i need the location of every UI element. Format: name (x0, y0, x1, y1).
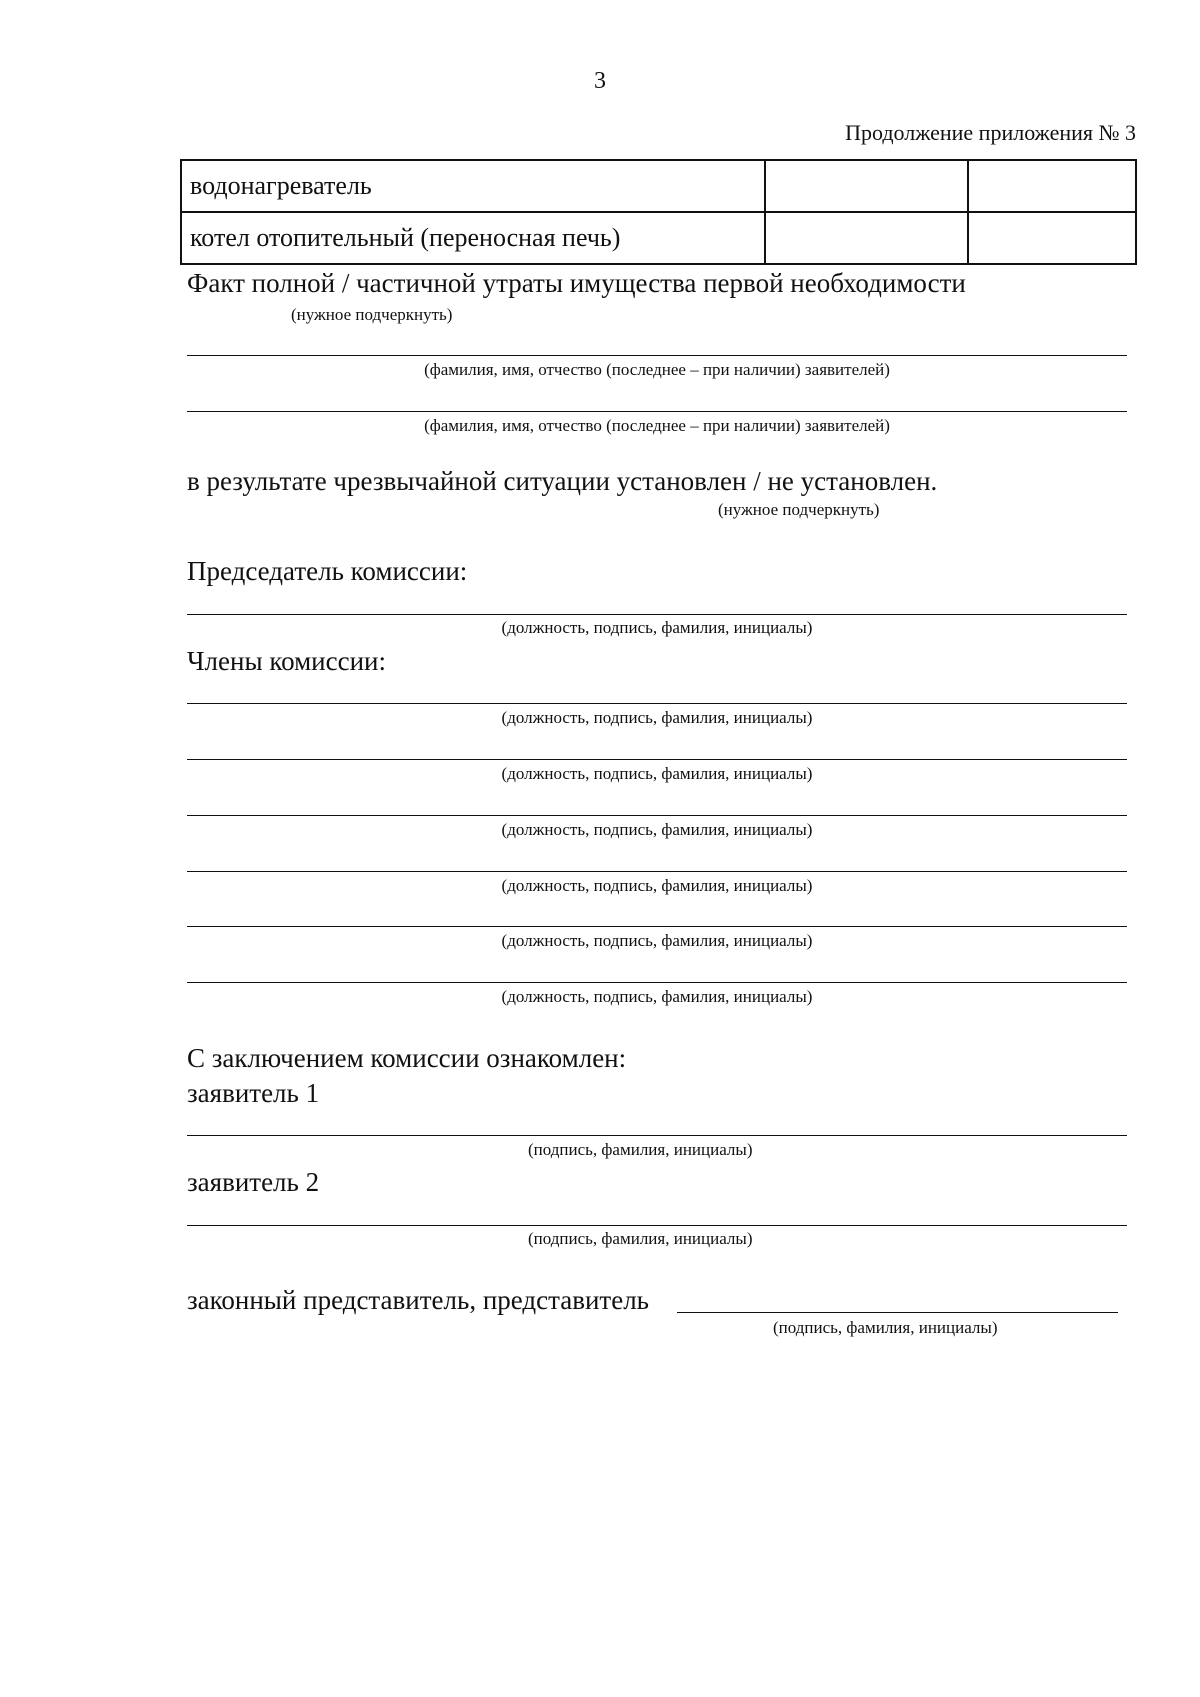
loss-fact-statement: Факт полной / частичной утраты имущества первой необходимости (187, 268, 966, 298)
representative-signature-hint: (подпись, фамилия, инициалы) (773, 1318, 998, 1337)
members-label: Члены комиссии: (187, 646, 386, 676)
applicant-name-line-2[interactable] (187, 411, 1127, 412)
member-signature-hint: (должность, подпись, фамилия, инициалы) (501, 764, 813, 783)
member-signature-hint: (должность, подпись, фамилия, инициалы) (501, 931, 813, 950)
applicant-1-label: заявитель 1 (187, 1078, 320, 1108)
applicant-2-signature-line[interactable] (187, 1225, 1127, 1226)
table-cell-label: котел отопительный (переносная печь) (181, 212, 765, 264)
table-cell-label: водонагреватель (181, 160, 765, 212)
member-signature-line[interactable] (187, 815, 1127, 816)
chair-signature-hint: (должность, подпись, фамилия, инициалы) (501, 618, 813, 637)
member-signature-line[interactable] (187, 926, 1127, 927)
member-signature-line[interactable] (187, 871, 1127, 872)
chair-signature-line[interactable] (187, 614, 1127, 615)
table-cell-empty[interactable] (968, 160, 1136, 212)
applicant-1-signature-line[interactable] (187, 1135, 1127, 1136)
table-row (181, 160, 1136, 212)
applicant-1-signature-hint: (подпись, фамилия, инициалы) (528, 1140, 753, 1159)
chair-label: Председатель комиссии: (187, 556, 468, 586)
member-signature-hint: (должность, подпись, фамилия, инициалы) (501, 876, 813, 895)
applicant-name-hint-1: (фамилия, имя, отчество (последнее – при наличии) заявителей) (424, 360, 890, 379)
items-table (180, 159, 1137, 265)
page-number: 3 (594, 68, 606, 94)
representative-label: законный представитель, представитель (187, 1285, 649, 1315)
continuation-note: Продолжение приложения № 3 (845, 120, 1136, 145)
member-signature-line[interactable] (187, 759, 1127, 760)
representative-signature-line[interactable] (677, 1312, 1118, 1313)
applicant-name-line-1[interactable] (187, 355, 1127, 356)
table-cell-empty[interactable] (765, 160, 968, 212)
result-statement: в результате чрезвычайной ситуации установлен / не установлен. (187, 466, 938, 496)
table-cell-empty[interactable] (968, 212, 1136, 264)
member-signature-hint: (должность, подпись, фамилия, инициалы) (501, 987, 813, 1006)
acknowledgement-heading: С заключением комиссии ознакомлен: (187, 1043, 627, 1073)
member-signature-line[interactable] (187, 703, 1127, 704)
result-hint: (нужное подчеркнуть) (718, 500, 880, 519)
underline-hint: (нужное подчеркнуть) (291, 305, 453, 324)
table-cell-empty[interactable] (765, 212, 968, 264)
member-signature-line[interactable] (187, 982, 1127, 983)
member-signature-hint: (должность, подпись, фамилия, инициалы) (501, 708, 813, 727)
table-row (181, 212, 1136, 264)
applicant-2-label: заявитель 2 (187, 1167, 320, 1197)
member-signature-hint: (должность, подпись, фамилия, инициалы) (501, 820, 813, 839)
applicant-2-signature-hint: (подпись, фамилия, инициалы) (528, 1229, 753, 1248)
applicant-name-hint-2: (фамилия, имя, отчество (последнее – при наличии) заявителей) (424, 416, 890, 435)
